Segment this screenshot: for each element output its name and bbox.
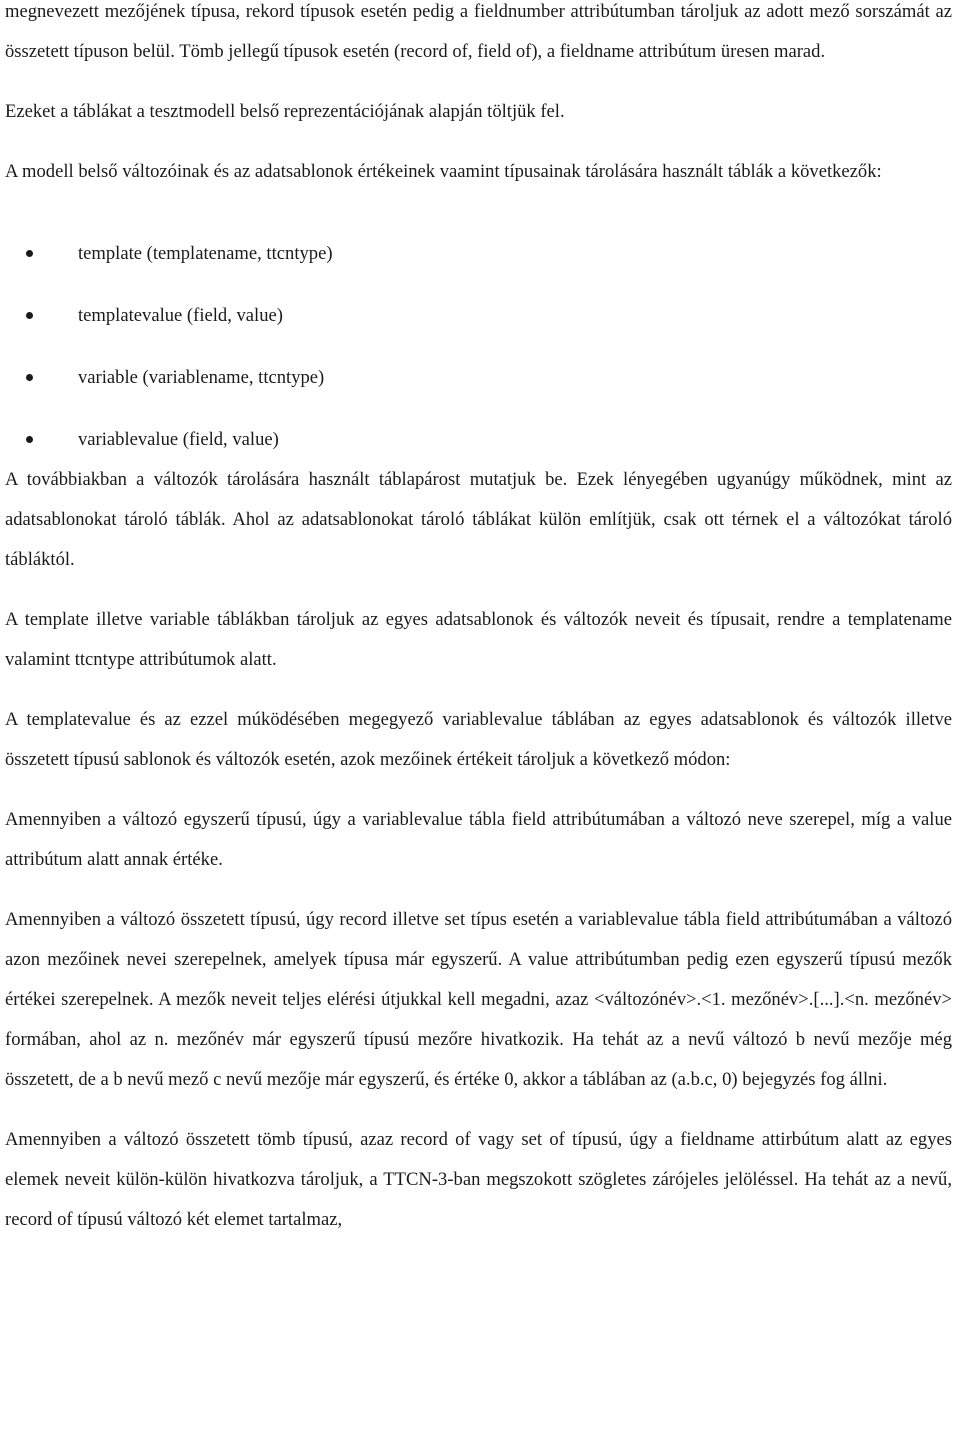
paragraph-template-variable: A template illetve variable táblákban tároljuk az egyes adatsablonok és változók neveit és típusait, rendre a templatename valamint ttcntype attribútumok alatt. [5, 609, 952, 670]
paragraph-simple-type: Amennyiben a változó egyszerű típusú, úgy a variablevalue tábla field attribútumában a változó neve szerepel, míg a value attribútum alatt annak értéke. [5, 809, 952, 870]
table-list [5, 234, 952, 460]
paragraph-variable-tables: A továbbiakban a változók tárolására használt táblapárost mutatjuk be. Ezek lényegében ugyanúgy működnek, mint az adatsablonokat tároló táblák. Ahol az adatsablonokat tároló táblákat külön említjük, csak ott térnek el a változókat tároló tábláktól. [5, 469, 952, 570]
list-item-template: template (templatename, ttcntype) [5, 234, 952, 296]
list-item-variable: variable (variablename, ttcntype) [5, 358, 952, 420]
paragraph-array-type: Amennyiben a változó összetett tömb típusú, azaz record of vagy set of típusú, úgy a fieldname attirbútum alatt az egyes elemek neveit külön-külön hivatkozva tároljuk, a TTCN-3-ban megszokott szögletes zárójeles jelöléssel. Ha tehát az a nevű, record of típusú változó két elemet tartalmaz, [5, 1129, 952, 1230]
paragraph-templatevalue: A templatevalue és az ezzel múködésében megegyező variablevalue táblában az egyes adatsablonok és változók illetve összetett típusú sablonok és változók esetén, azok mezőinek értékeit tároljuk a következő módon: [5, 709, 952, 770]
paragraph-compound-type: Amennyiben a változó összetett típusú, úgy record illetve set típus esetén a variablevalue tábla field attribútumában a változó azon mezőinek nevei szerepelnek, amelyek típusa már egyszerű. A value attribútumban pedig ezen egyszerű típusú mezők értékei szerepelnek. A mezők neveit teljes elérési útjukkal kell megadni, azaz <változónév>.<1. mezőnév>.[...].<n. mezőnév> formában, ahol az n. mezőnév már egyszerű típusú mezőre hivatkozik. Ha tehát az a nevű változó b nevű mezője még összetett, de a b nevű mező c nevű mezője már egyszerű, és értéke 0, akkor a táblában az (a.b.c, 0) bejegyzés fog állni. [5, 909, 952, 1090]
paragraph-fieldname-description: megnevezett mezőjének típusa, rekord típusok esetén pedig a fieldnumber attribútumban tároljuk az adott mező sorszámát az összetett típuson belül. Tömb jellegű típusok esetén (record of, field of), a fieldname attribútum üresen marad. [5, 1, 952, 62]
list-item-templatevalue: templatevalue (field, value) [5, 296, 952, 358]
document-page [5, 0, 952, 1240]
paragraph-table-fill: Ezeket a táblákat a tesztmodell belső reprezentációjának alapján töltjük fel. [5, 101, 565, 122]
paragraph-tables-intro: A modell belső változóinak és az adatsablonok értékeinek vaamint típusainak tárolására használt táblák a következők: [5, 161, 882, 182]
list-item-variablevalue: variablevalue (field, value) [5, 420, 952, 460]
